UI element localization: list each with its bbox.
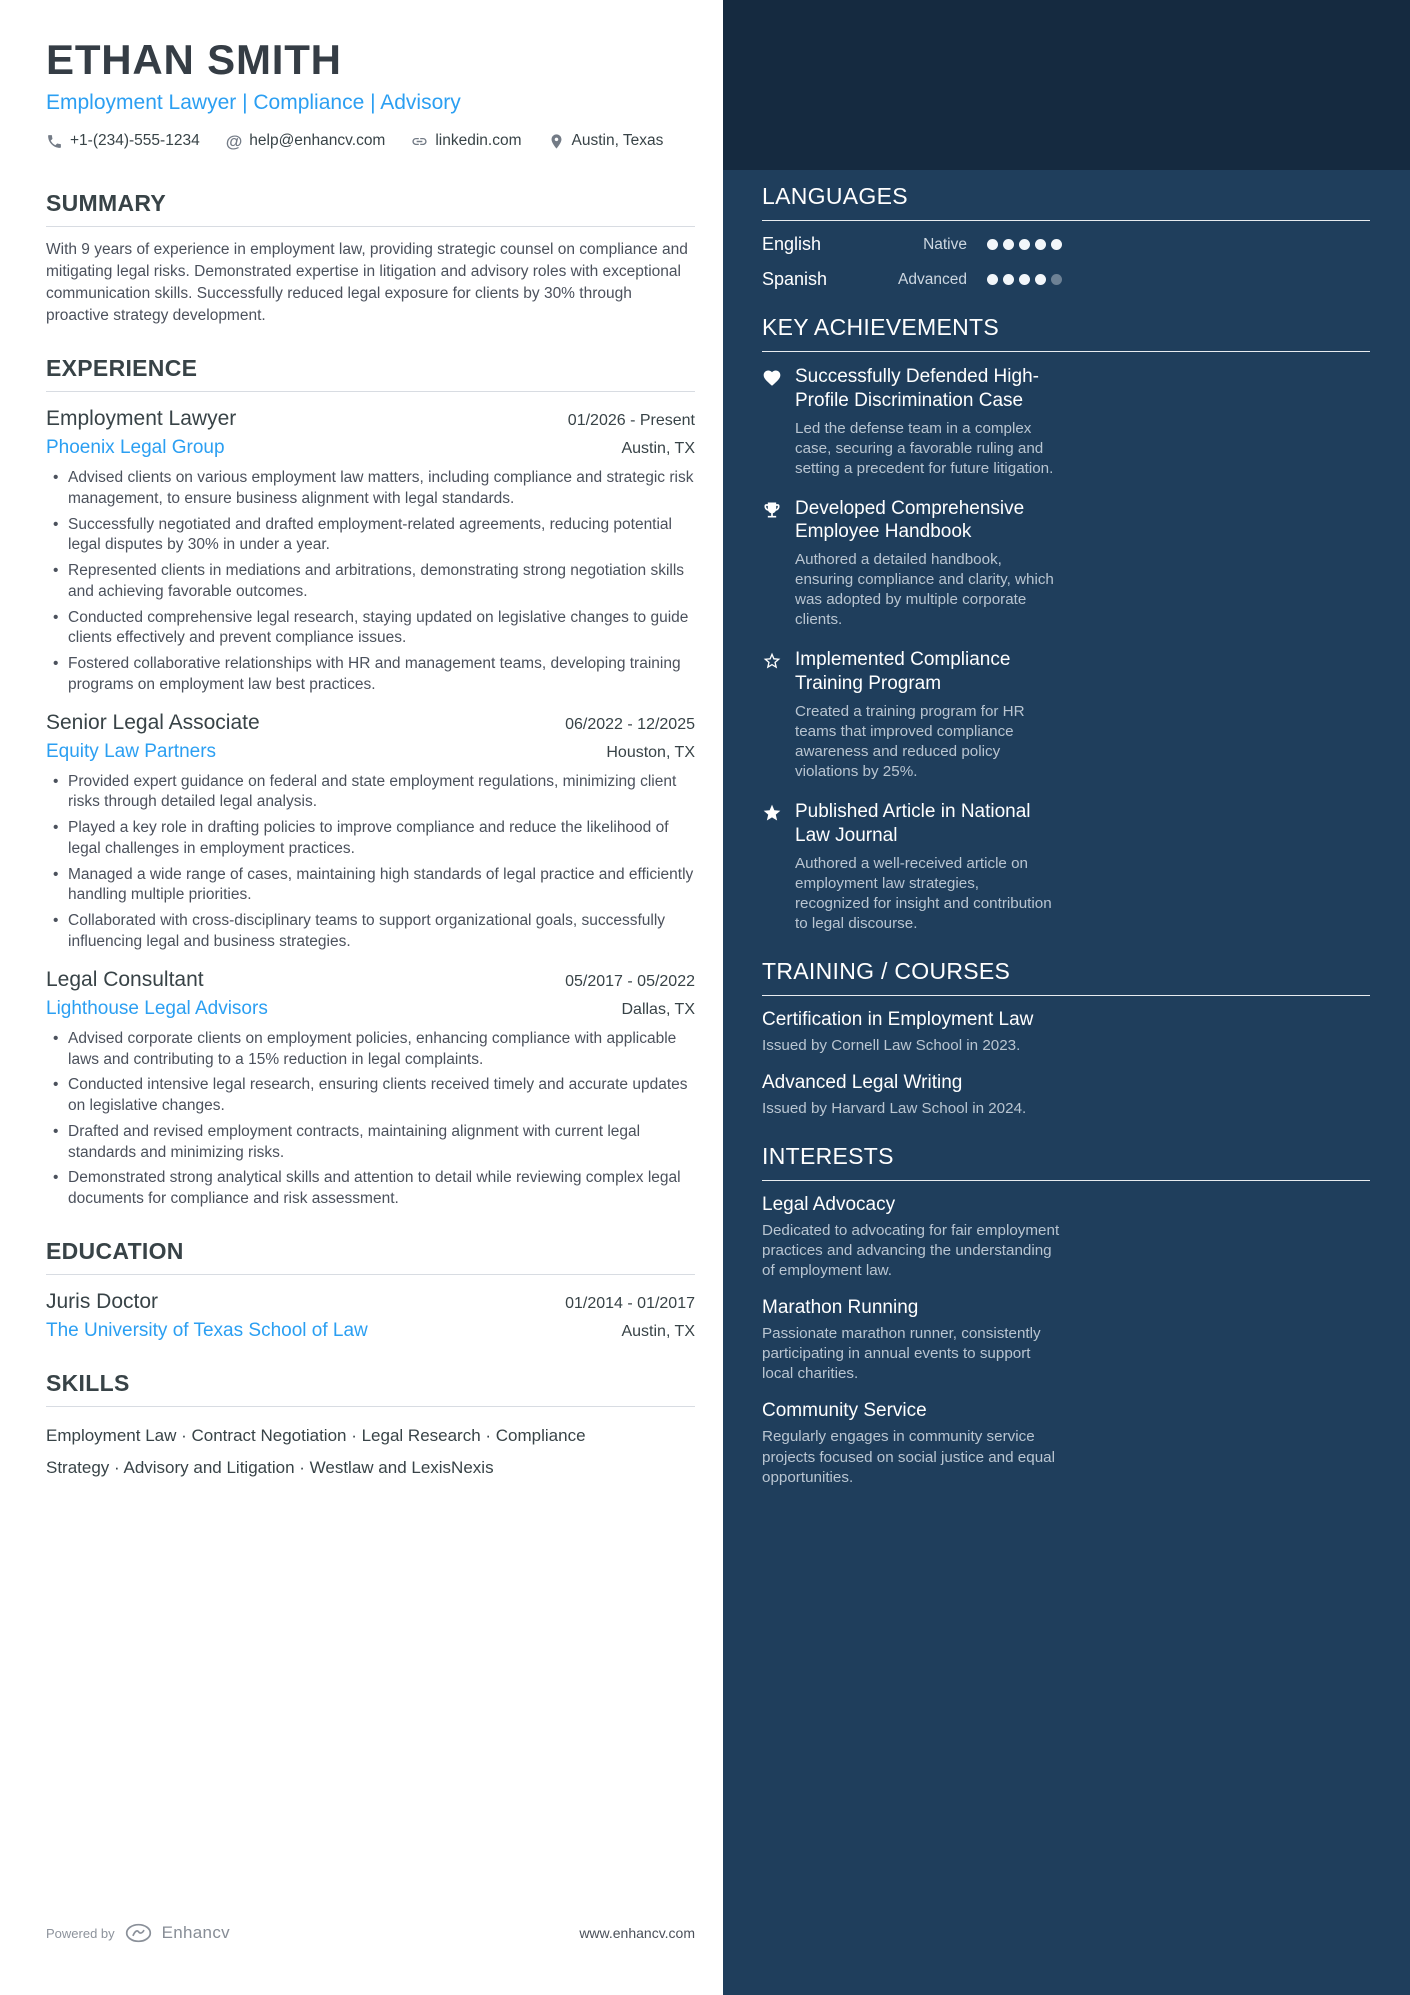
enhancv-brand-label[interactable]: Enhancv (161, 1923, 230, 1942)
achievement-item (762, 800, 1062, 934)
interest-item (762, 1400, 1062, 1487)
sidebar-column (723, 0, 1410, 1995)
training-title: Advanced Legal Writing (762, 1072, 963, 1093)
interests-heading: INTERESTS (762, 1143, 1370, 1181)
language-name: English (762, 234, 822, 254)
bullet-item: • Managed a wide range of cases, maintaining high standards of legal practice and efficiently handling multiple priorities. (46, 865, 695, 907)
level-dot-filled (1019, 274, 1030, 285)
bullet-item: • Successfully negotiated and drafted employment-related agreements, reducing potential legal disputes by 30% in under a year. (46, 515, 695, 557)
education-location: Austin, TX (621, 1322, 695, 1340)
company-link[interactable]: Phoenix Legal Group (46, 437, 225, 458)
education-section (46, 1238, 695, 1342)
level-dot-empty (1051, 274, 1062, 285)
languages-heading: LANGUAGES (762, 183, 1370, 221)
location-text: Austin, Texas (571, 132, 664, 149)
skills-list (46, 1420, 695, 1485)
training-item (762, 1009, 1062, 1056)
achievement-title: Developed Comprehensive Employee Handbook (795, 497, 1025, 543)
level-dot-filled (1003, 274, 1014, 285)
candidate-headline: Employment Lawyer | Compliance | Advisory (46, 91, 461, 114)
bullet-item: • Advised corporate clients on employment policies, enhancing compliance with applicable laws and contributing to a 15% reduction in legal complaints. (46, 1029, 695, 1071)
summary-text: With 9 years of experience in employment law, providing strategic counsel on compliance and mitigating legal risks. Demonstrated expertise in litigation and advisory roles with exceptional communication skills. Successfully reduced legal exposure for clients by 30% through proactive strategy development. (46, 241, 688, 324)
phone-icon (46, 133, 63, 150)
interest-title: Legal Advocacy (762, 1194, 896, 1216)
languages-section (762, 183, 1370, 290)
achievement-title: Successfully Defended High-Profile Discrimination Case (795, 366, 1039, 411)
candidate-name: ETHAN SMITH (46, 36, 342, 83)
degree-title: Juris Doctor (46, 1289, 159, 1313)
level-dot-filled (987, 239, 998, 250)
training-item (762, 1072, 1062, 1119)
language-name: Spanish (762, 269, 828, 289)
skill-item: Compliance Strategy · (46, 1426, 586, 1477)
link-icon (411, 133, 428, 150)
skill-item: Contract Negotiation · (192, 1426, 362, 1445)
powered-by-label: Powered by (46, 1925, 115, 1941)
language-level: Advanced (898, 270, 967, 288)
bullet-item: • Represented clients in mediations and arbitrations, demonstrating strong negotiation skills and achieving favorable outcomes. (46, 561, 695, 603)
interest-title: Community Service (762, 1400, 927, 1422)
level-dot-filled (1035, 239, 1046, 250)
job-entry (46, 968, 695, 1210)
job-entry (46, 711, 695, 953)
skills-section (46, 1370, 695, 1485)
job-title: Employment Lawyer (46, 407, 237, 430)
email-icon: @ (225, 131, 243, 151)
interest-text: Passionate marathon runner, consistently participating in annual events to support local charities. (762, 1325, 1041, 1383)
skill-item: Employment Law · (46, 1426, 192, 1445)
location-icon (548, 133, 565, 150)
company-link[interactable]: Lighthouse Legal Advisors (46, 997, 268, 1019)
interest-item (762, 1194, 1062, 1281)
achievement-text: Authored a detailed handbook, ensuring compliance and clarity, which was adopted by multiple corporate clients. (795, 551, 1054, 629)
education-heading: EDUCATION (46, 1238, 695, 1275)
level-dot-filled (1019, 239, 1030, 250)
page-footer (46, 1923, 695, 1943)
bullet-item: • Drafted and revised employment contracts, maintaining alignment with current legal standards and minimizing risks. (46, 1122, 695, 1164)
achievement-text: Led the defense team in a complex case, securing a favorable ruling and setting a precedent for future litigation. (795, 419, 1054, 477)
job-dates: 06/2022 - 12/2025 (565, 715, 695, 733)
interest-title: Marathon Running (762, 1297, 919, 1319)
education-dates: 01/2014 - 01/2017 (565, 1294, 695, 1312)
level-dot-filled (1035, 274, 1046, 285)
language-level: Native (923, 235, 967, 253)
bullet-item: • Conducted comprehensive legal research, staying updated on legislative changes to guide clients effectively and prevent compliance issues. (46, 608, 695, 650)
school-link[interactable]: The University of Texas School of Law (46, 1319, 368, 1341)
job-dates: 05/2017 - 05/2022 (565, 972, 695, 990)
email-address[interactable]: help@enhancv.com (249, 132, 386, 149)
training-title: Certification in Employment Law (762, 1008, 1034, 1030)
experience-section (46, 355, 695, 1210)
job-bullets (46, 1029, 695, 1210)
job-location: Austin, TX (621, 440, 695, 457)
achievement-title: Implemented Compliance Training Program (795, 649, 1011, 695)
interests-section (762, 1143, 1370, 1488)
email-contact[interactable] (226, 132, 386, 150)
job-location: Dallas, TX (621, 1000, 695, 1018)
interest-item (762, 1297, 1062, 1384)
training-heading: TRAINING / COURSES (762, 958, 1370, 996)
company-link[interactable]: Equity Law Partners (46, 740, 217, 762)
achievement-item (762, 365, 1062, 479)
skill-item: Advisory and Litigation · (123, 1458, 309, 1477)
phone-contact (46, 132, 200, 150)
job-title: Legal Consultant (46, 967, 204, 991)
job-location: Houston, TX (606, 743, 695, 761)
skills-heading: SKILLS (46, 1370, 695, 1407)
level-dot-filled (987, 274, 998, 285)
bullet-item: • Conducted intensive legal research, ensuring clients received timely and accurate updates on legislative changes. (46, 1075, 695, 1117)
level-dot-filled (1051, 239, 1062, 250)
achievement-item (762, 497, 1062, 631)
achievements-heading: KEY ACHIEVEMENTS (762, 314, 1370, 352)
education-entry (46, 1290, 695, 1342)
job-bullets (46, 772, 695, 953)
skill-item: Legal Research · (362, 1426, 496, 1445)
enhancv-logo-icon[interactable] (125, 1923, 152, 1943)
achievement-title: Published Article in National Law Journal (795, 801, 1031, 846)
interest-text: Regularly engages in community service projects focused on social justice and equal opportunities. (762, 1428, 1055, 1486)
bullet-item: • Advised clients on various employment law matters, including compliance and strategic risk management, to ensure business alignment with legal standards. (46, 468, 695, 510)
achievement-item (762, 648, 1062, 782)
language-row (762, 234, 1062, 255)
job-title: Senior Legal Associate (46, 710, 260, 734)
job-dates: 01/2026 - Present (567, 412, 695, 429)
contact-row (46, 132, 695, 150)
summary-section (46, 190, 695, 327)
heart-icon (762, 368, 782, 388)
star-outline-icon (762, 651, 782, 671)
level-dot-filled (1003, 239, 1014, 250)
interest-text: Dedicated to advocating for fair employment practices and advancing the understanding of employment law. (762, 1222, 1060, 1280)
language-level-dots (987, 274, 1062, 285)
job-entry (46, 407, 695, 696)
bullet-item: • Demonstrated strong analytical skills and attention to detail while reviewing complex legal documents for compliance and risk assessment. (46, 1168, 695, 1210)
job-bullets (46, 468, 695, 696)
linkedin-url[interactable]: linkedin.com (435, 132, 522, 149)
enhancv-url[interactable]: www.enhancv.com (579, 1925, 695, 1941)
bullet-item: • Played a key role in drafting policies to improve compliance and reduce the likelihood of legal challenges in employment practices. (46, 818, 695, 860)
location-contact (548, 132, 664, 150)
achievements-section (762, 314, 1370, 934)
skill-item: Westlaw and LexisNexis (309, 1458, 494, 1478)
language-row (762, 269, 1062, 290)
achievement-text: Authored a well-received article on employment law strategies, recognized for insight and contribution to legal discourse. (795, 854, 1052, 932)
bullet-item: • Provided expert guidance on federal and state employment regulations, minimizing client risks through detailed legal analysis. (46, 772, 695, 814)
phone-number: +1-(234)-555-1234 (70, 132, 200, 149)
star-icon (762, 803, 782, 823)
trophy-icon (762, 500, 782, 520)
experience-heading: EXPERIENCE (46, 355, 695, 392)
bullet-item: • Collaborated with cross-disciplinary teams to support organizational goals, successfully influencing legal and business strategies. (46, 911, 695, 953)
linkedin-contact[interactable] (411, 132, 521, 150)
summary-heading: SUMMARY (46, 190, 695, 227)
training-text: Issued by Cornell Law School in 2023. (762, 1036, 1021, 1054)
training-section (762, 958, 1370, 1119)
training-text: Issued by Harvard Law School in 2024. (762, 1100, 1027, 1117)
language-level-dots (987, 239, 1062, 250)
achievement-text: Created a training program for HR teams that improved compliance awareness and reduced policy violations by 25%. (795, 702, 1025, 781)
bullet-item: • Fostered collaborative relationships with HR and management teams, developing training programs on employment law best practices. (46, 654, 695, 696)
